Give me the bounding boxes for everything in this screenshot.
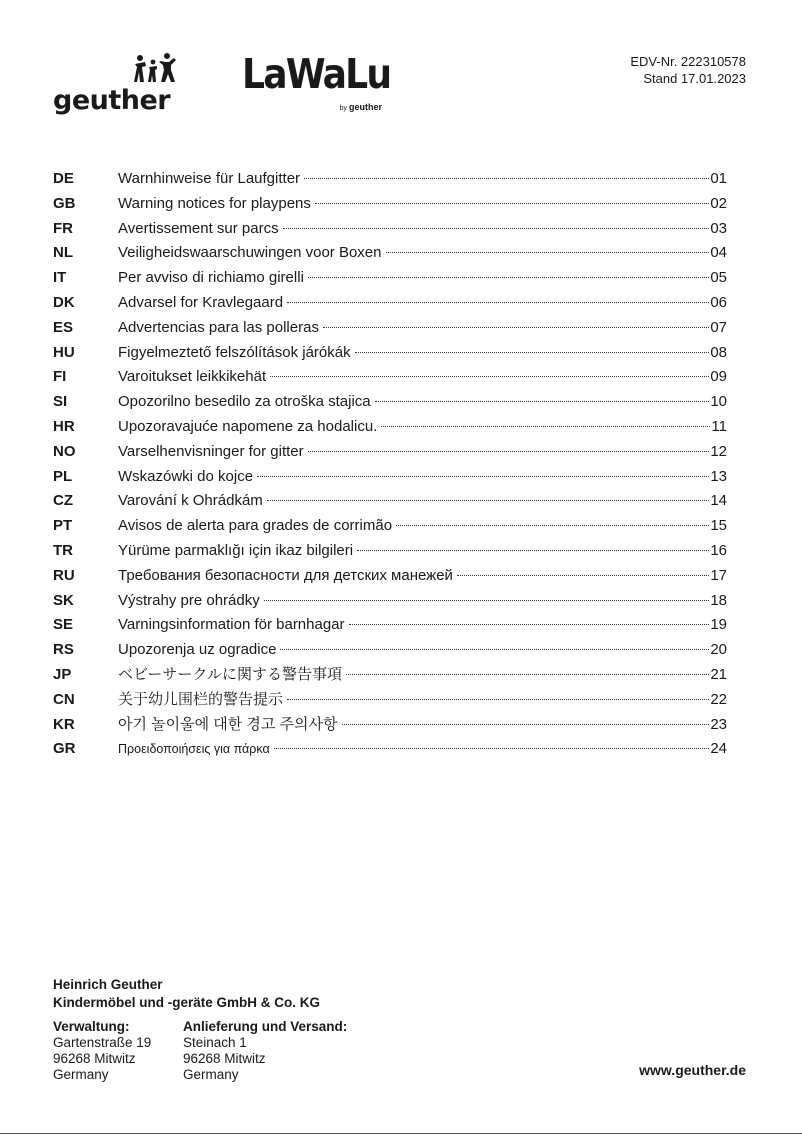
delivery-city: 96268 Mitwitz bbox=[183, 1051, 266, 1066]
toc-title: Yürüme parmaklığı için ikaz bilgileri bbox=[118, 541, 354, 559]
toc-dot-leader bbox=[396, 525, 709, 526]
toc-dot-leader bbox=[257, 476, 709, 477]
toc-language-code: DE bbox=[53, 170, 74, 187]
toc-language-code: CN bbox=[53, 690, 75, 708]
toc-dot-leader bbox=[287, 699, 709, 700]
toc-language-code: HU bbox=[53, 343, 75, 361]
delivery-address bbox=[183, 1019, 347, 1083]
admin-heading: Verwaltung: bbox=[53, 1019, 130, 1034]
toc-title: Opozorilno besedilo za otroška stajica bbox=[118, 393, 371, 411]
toc-entry-pl[interactable] bbox=[53, 465, 727, 490]
toc-title: Varselhenvisninger for gitter bbox=[118, 442, 304, 460]
toc-language-code: RS bbox=[53, 641, 74, 659]
delivery-country: Germany bbox=[183, 1067, 239, 1082]
toc-page-number: 14 bbox=[710, 492, 727, 510]
toc-language-code: ES bbox=[53, 318, 74, 336]
admin-city: 96268 Mitwitz bbox=[53, 1051, 136, 1066]
toc-dot-leader bbox=[386, 252, 710, 253]
toc-entry-it[interactable] bbox=[53, 266, 727, 291]
toc-page-number: 20 bbox=[710, 641, 727, 659]
toc-language-code: KR bbox=[53, 715, 75, 733]
toc-language-code: SI bbox=[53, 393, 68, 411]
toc-entry-dk[interactable] bbox=[53, 291, 727, 316]
toc-dot-leader bbox=[267, 500, 710, 501]
toc-entry-pt[interactable] bbox=[53, 514, 727, 539]
toc-dot-leader bbox=[355, 352, 710, 353]
company-name: Heinrich Geuther Kindermöbel und -geräte GmbH & Co. KG bbox=[53, 977, 321, 1010]
toc-language-code: FR bbox=[53, 219, 73, 237]
toc-page-number: 24 bbox=[710, 740, 727, 758]
toc-dot-leader bbox=[342, 724, 710, 725]
toc-page-number: 05 bbox=[710, 269, 727, 287]
toc-page-number: 22 bbox=[710, 690, 727, 708]
toc-dot-leader bbox=[304, 178, 709, 179]
toc-page-number: 11 bbox=[711, 417, 727, 435]
toc-entry-hu[interactable] bbox=[53, 341, 727, 366]
toc-dot-leader bbox=[375, 401, 710, 402]
toc-page-number: 07 bbox=[710, 318, 727, 336]
toc-language-code: PL bbox=[53, 467, 73, 485]
admin-country: Germany bbox=[53, 1067, 109, 1082]
toc-entry-de[interactable] bbox=[53, 167, 727, 192]
toc-dot-leader bbox=[270, 376, 709, 377]
toc-page-number: 18 bbox=[710, 591, 727, 609]
edv-number: EDV-Nr. 222310578 bbox=[630, 54, 746, 69]
toc-entry-si[interactable] bbox=[53, 390, 727, 415]
delivery-street: Steinach 1 bbox=[183, 1035, 247, 1050]
toc-page-number: 02 bbox=[710, 194, 727, 212]
toc-entry-hr[interactable] bbox=[53, 415, 727, 440]
toc-entry-fr[interactable] bbox=[53, 217, 727, 242]
toc-language-code: NO bbox=[53, 442, 76, 460]
toc-title: Varningsinformation för barnhagar bbox=[118, 616, 345, 634]
toc-title: Upozorenja uz ogradice bbox=[118, 641, 277, 659]
toc-entry-sk[interactable] bbox=[53, 589, 727, 614]
toc-dot-leader bbox=[357, 550, 709, 551]
family-figures-icon bbox=[131, 52, 179, 86]
toc-language-code: SK bbox=[53, 591, 74, 609]
toc-language-code: SE bbox=[53, 616, 74, 634]
toc-title: Varoitukset leikkikehät bbox=[118, 368, 267, 386]
toc-title: Avisos de alerta para grades de corrimão bbox=[118, 517, 393, 535]
toc-language-code: IT bbox=[53, 269, 67, 287]
toc-page-number: 04 bbox=[710, 244, 727, 262]
table-of-contents bbox=[53, 167, 727, 762]
toc-language-code: GR bbox=[53, 740, 76, 758]
bottom-rule bbox=[0, 1133, 802, 1134]
toc-title: 아기 놀이울에 대한 경고 주의사항 bbox=[118, 715, 338, 733]
toc-page-number: 19 bbox=[710, 616, 727, 634]
toc-title: 关于幼儿围栏的警告提示 bbox=[118, 690, 284, 708]
toc-dot-leader bbox=[264, 600, 710, 601]
toc-page-number: 01 bbox=[710, 170, 727, 187]
stand-date: Stand 17.01.2023 bbox=[643, 71, 746, 86]
toc-language-code: TR bbox=[53, 541, 73, 559]
toc-entry-nl[interactable] bbox=[53, 241, 727, 266]
toc-dot-leader bbox=[457, 575, 709, 576]
toc-entry-gr[interactable] bbox=[53, 737, 727, 762]
toc-title: Figyelmeztető felszólítások járókák bbox=[118, 343, 351, 361]
toc-page-number: 21 bbox=[710, 665, 727, 683]
toc-language-code: PT bbox=[53, 517, 73, 535]
lawalu-logo bbox=[240, 50, 391, 118]
toc-entry-cn[interactable] bbox=[53, 688, 727, 713]
toc-title: Προειδοποιήσεις για πάρκα bbox=[118, 742, 270, 757]
toc-entry-no[interactable] bbox=[53, 440, 727, 465]
toc-page-number: 23 bbox=[710, 715, 727, 733]
toc-dot-leader bbox=[280, 649, 709, 650]
toc-language-code: GB bbox=[53, 194, 76, 212]
toc-title: Warning notices for playpens bbox=[118, 194, 311, 212]
toc-entry-kr[interactable] bbox=[53, 713, 727, 738]
toc-entry-cz[interactable] bbox=[53, 489, 727, 514]
toc-page-number: 10 bbox=[710, 393, 727, 411]
toc-dot-leader bbox=[308, 451, 710, 452]
toc-entry-gb[interactable] bbox=[53, 192, 727, 217]
toc-page-number: 08 bbox=[710, 343, 727, 361]
toc-dot-leader bbox=[287, 302, 709, 303]
geuther-logo-text: geuther bbox=[53, 85, 171, 116]
toc-entry-tr[interactable] bbox=[53, 539, 727, 564]
toc-title: Upozoravajuće napomene za hodalicu. bbox=[118, 417, 378, 435]
document-meta bbox=[630, 53, 746, 87]
lawalu-byline: by geuther bbox=[339, 102, 382, 112]
toc-dot-leader bbox=[308, 277, 709, 278]
toc-title: Advarsel for Kravlegaard bbox=[118, 293, 284, 311]
toc-language-code: FI bbox=[53, 368, 67, 386]
admin-address bbox=[53, 1019, 151, 1083]
toc-dot-leader bbox=[283, 228, 710, 229]
toc-language-code: NL bbox=[53, 244, 73, 262]
toc-entry-se[interactable] bbox=[53, 613, 727, 638]
lawalu-logo-text: LaWaLu bbox=[242, 50, 391, 98]
toc-entry-es[interactable] bbox=[53, 316, 727, 341]
toc-title: Advertencias para las polleras bbox=[118, 318, 319, 336]
toc-title: Výstrahy pre ohrádky bbox=[118, 591, 260, 609]
toc-page-number: 03 bbox=[710, 219, 727, 237]
toc-entry-ru[interactable] bbox=[53, 564, 727, 589]
toc-dot-leader bbox=[346, 674, 709, 675]
toc-language-code: HR bbox=[53, 417, 75, 435]
toc-title: Veiligheidswaarschuwingen voor Boxen bbox=[118, 244, 382, 262]
website-link[interactable]: www.geuther.de bbox=[639, 1062, 746, 1078]
toc-dot-leader bbox=[381, 426, 710, 427]
delivery-heading: Anlieferung und Versand: bbox=[183, 1019, 348, 1034]
toc-dot-leader bbox=[315, 203, 709, 204]
toc-page-number: 09 bbox=[710, 368, 727, 386]
toc-dot-leader bbox=[323, 327, 709, 328]
toc-entry-rs[interactable] bbox=[53, 638, 727, 663]
toc-page-number: 12 bbox=[710, 442, 727, 460]
toc-language-code: DK bbox=[53, 293, 75, 311]
toc-title: Wskazówki do kojce bbox=[118, 467, 254, 485]
toc-page-number: 16 bbox=[710, 541, 727, 559]
geuther-logo bbox=[53, 52, 179, 116]
toc-title: Avertissement sur parcs bbox=[118, 219, 279, 237]
toc-page-number: 15 bbox=[710, 517, 727, 535]
toc-title: Warnhinweise für Laufgitter bbox=[118, 170, 301, 187]
toc-language-code: RU bbox=[53, 566, 75, 584]
toc-dot-leader bbox=[349, 624, 710, 625]
toc-page-number: 17 bbox=[710, 566, 727, 584]
toc-dot-leader bbox=[274, 748, 710, 749]
toc-page-number: 13 bbox=[710, 467, 727, 485]
toc-title: Per avviso di richiamo girelli bbox=[118, 269, 304, 287]
toc-title: ベビーサークルに関する警告事項 bbox=[118, 665, 342, 683]
toc-page-number: 06 bbox=[710, 293, 727, 311]
toc-entry-jp[interactable] bbox=[53, 663, 727, 688]
toc-entry-fi[interactable] bbox=[53, 365, 727, 390]
toc-language-code: CZ bbox=[53, 492, 73, 510]
toc-title: Varování k Ohrádkám bbox=[118, 492, 263, 510]
toc-language-code: JP bbox=[53, 665, 72, 683]
admin-street: Gartenstraße 19 bbox=[53, 1035, 152, 1050]
toc-title: Требования безопасности для детских манежей bbox=[118, 566, 453, 584]
